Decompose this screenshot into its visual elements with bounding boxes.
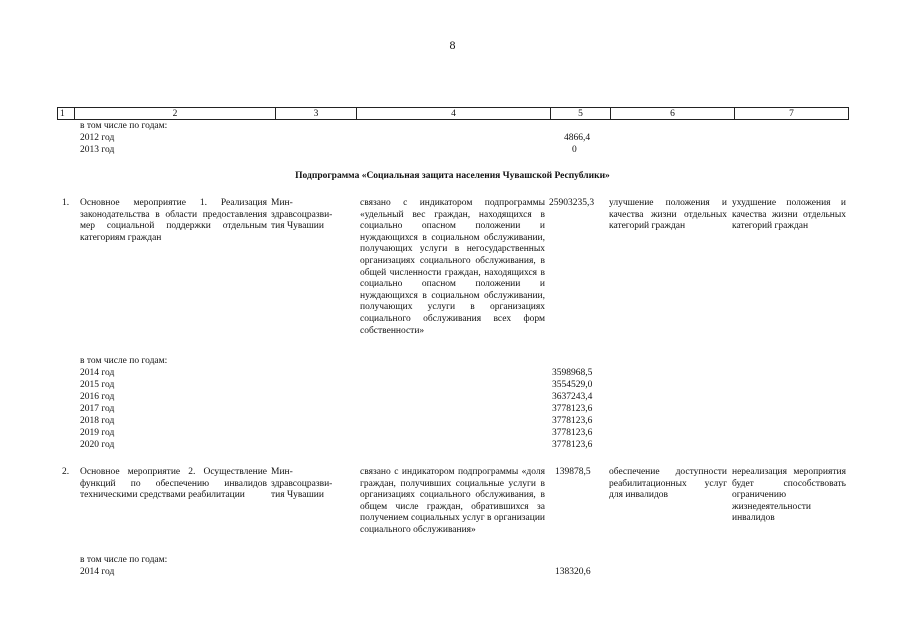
- m2-indicator: связано с индикатором подпрограммы «доля граждан, получивших социальные услуги в организациях социального обслуживания, в общем числе граждан, обратившихся за получением социальных услуг в организации социального обслуживания»: [360, 467, 545, 535]
- m1-value-row: 3778123,6: [552, 416, 593, 426]
- m2-total: 139878,5: [555, 467, 591, 477]
- col-header-7: 7: [735, 108, 849, 120]
- m1-year-row: 2017 год: [80, 404, 115, 414]
- top-value-2012: 4866,4: [564, 133, 591, 143]
- m1-name: Основное мероприятие 1. Реализация законодательства в области предоставления мер социальной поддержки отдельным категориям граждан: [80, 198, 267, 243]
- m1-year-row: 2015 год: [80, 380, 115, 390]
- col-header-5: 5: [551, 108, 611, 120]
- m1-value-row: 3778123,6: [552, 440, 593, 450]
- m1-value-row: 3554529,0: [552, 380, 593, 390]
- m1-total: 25903235,3: [549, 198, 595, 208]
- top-value-2013: 0: [572, 145, 577, 155]
- m2-value-row: 138320,6: [555, 567, 591, 577]
- m2-sub-label: в том числе по годам:: [80, 555, 168, 565]
- m1-indicator: связано с индикатором подпрограммы «удельный вес граждан, находящихся в социально опасном положении и нуждающихся в социальном обслуживании, получающих услуги в негосударственных организациях социального обслуживания, в общей численности граждан, находящихся в социально опасном положении и нуждающихся в социальном обслуживании, получающих услуги в организациях социального обслуживания всех форм собственности»: [360, 198, 545, 336]
- m1-value-row: 3637243,4: [552, 392, 593, 402]
- column-header-row: [57, 107, 849, 120]
- m1-number: 1.: [62, 198, 70, 208]
- m1-year-row: 2020 год: [80, 440, 115, 450]
- m1-year-row: 2016 год: [80, 392, 115, 402]
- col-header-3: 3: [276, 108, 357, 120]
- m1-year-row: 2018 год: [80, 416, 115, 426]
- m1-value-row: 3598968,5: [552, 368, 593, 378]
- top-year-2013: 2013 год: [80, 145, 115, 155]
- m1-value-row: 3778123,6: [552, 404, 593, 414]
- m1-sub-label: в том числе по годам:: [80, 356, 168, 366]
- top-sub-label: в том числе по годам:: [80, 121, 168, 131]
- m2-year-row: 2014 год: [80, 567, 115, 577]
- m1-year-row: 2014 год: [80, 368, 115, 378]
- col-header-1: 1: [58, 108, 75, 120]
- m2-effect: обеспечение доступности реабилитационных услуг для инвалидов: [609, 467, 727, 501]
- m1-effect: улучшение положения и качества жизни отдельных категорий граждан: [609, 198, 727, 232]
- col-header-4: 4: [357, 108, 551, 120]
- m1-year-row: 2019 год: [80, 428, 115, 438]
- m1-value-row: 3778123,6: [552, 428, 593, 438]
- col-header-2: 2: [75, 108, 276, 120]
- m2-risk: нереализация мероприятия будет способствовать ограничению жизнедеятельности инвалидов: [732, 467, 846, 524]
- page-number: 8: [449, 38, 456, 52]
- m2-number: 2.: [62, 467, 70, 477]
- m1-executor: Мин- здравсоцразви- тия Чувашии: [271, 198, 333, 232]
- m2-executor: Мин- здравсоцразви- тия Чувашии: [271, 467, 333, 501]
- top-year-2012: 2012 год: [80, 133, 115, 143]
- col-header-6: 6: [611, 108, 735, 120]
- m2-name: Основное мероприятие 2. Осуществление функций по обеспечению инвалидов техническими средствами реабилитации: [80, 467, 267, 501]
- subprogram-title: Подпрограмма «Социальная защита населения Чувашской Республики»: [295, 171, 610, 181]
- m1-risk: ухудшение положения и качества жизни отдельных категорий граждан: [732, 198, 846, 232]
